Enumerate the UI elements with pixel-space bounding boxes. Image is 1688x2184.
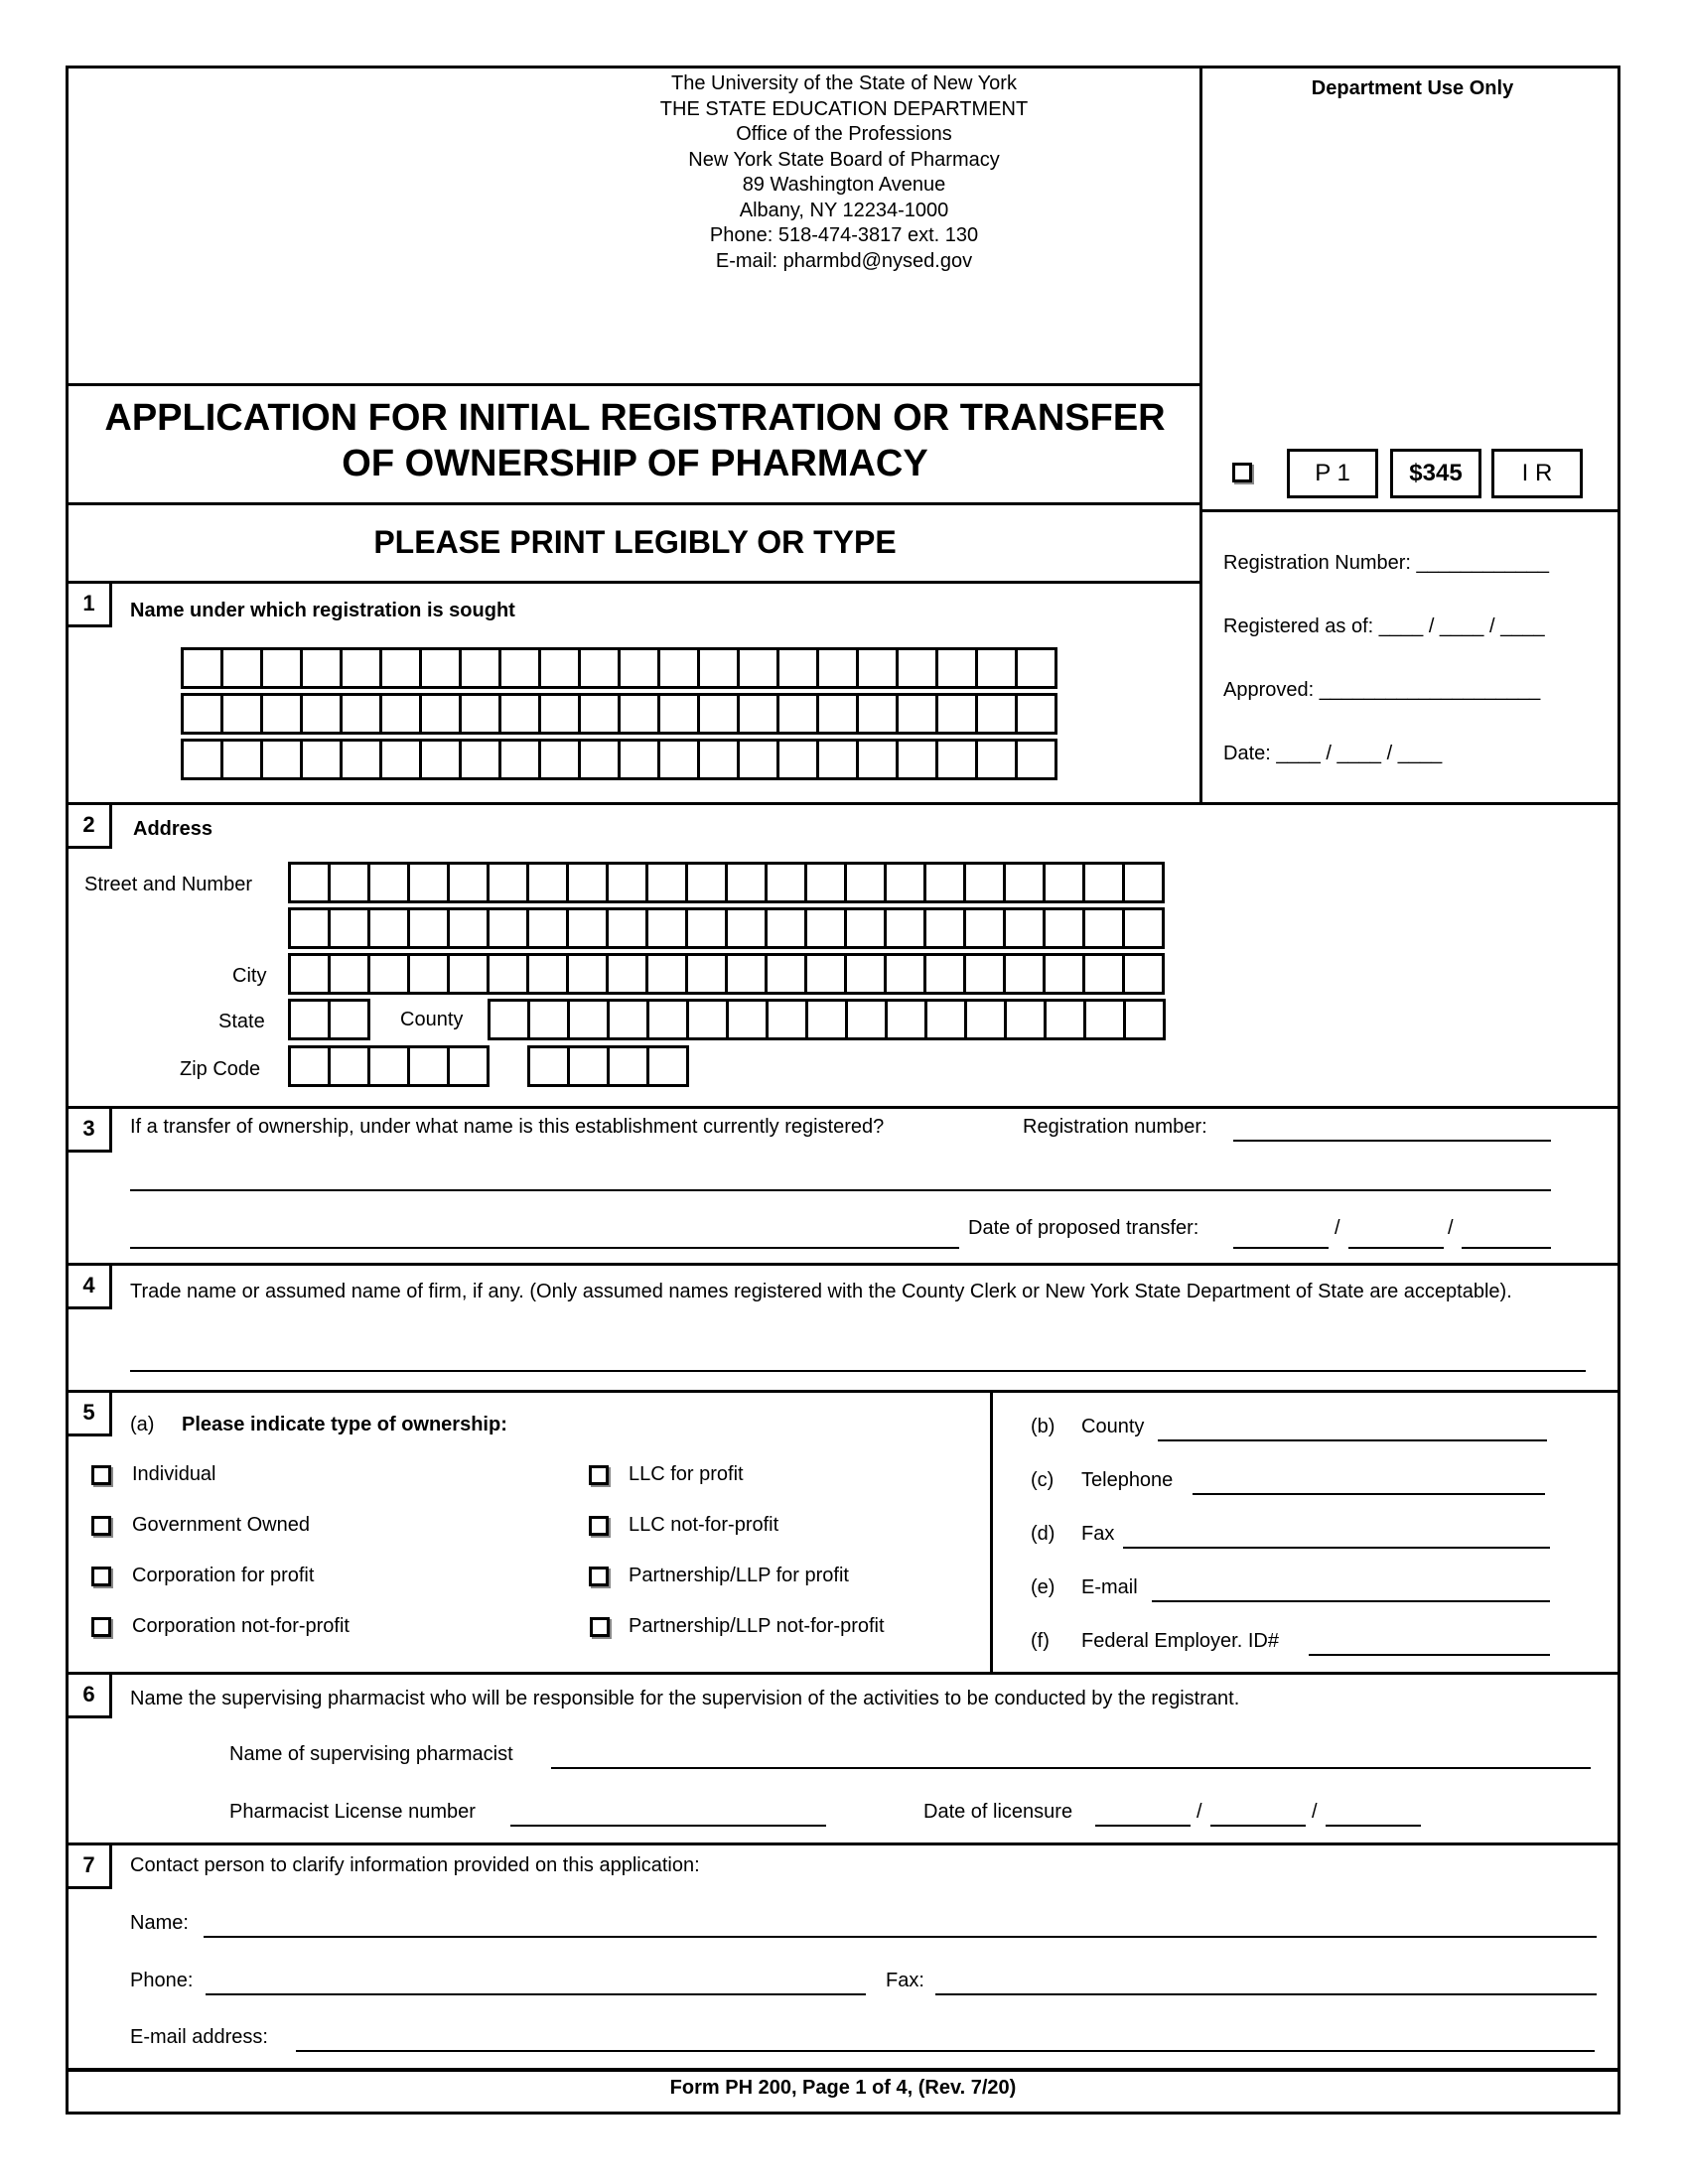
char-box[interactable] [501,650,541,686]
char-box[interactable] [768,865,807,900]
title-line-2: OF OWNERSHIP OF PHARMACY [342,443,928,484]
char-box[interactable] [331,865,370,900]
ownership-corp-nonprofit-checkbox[interactable] [91,1617,111,1637]
char-box[interactable] [462,650,501,686]
char-box[interactable] [541,742,581,777]
trade-name-field[interactable] [130,1352,1586,1372]
licensure-date-year[interactable] [1326,1807,1421,1827]
char-box[interactable] [978,696,1018,732]
char-box[interactable] [570,1002,610,1037]
char-box[interactable] [660,742,700,777]
char-box[interactable] [966,910,1006,946]
char-box[interactable] [1085,865,1125,900]
char-box[interactable] [1047,1002,1086,1037]
char-box[interactable] [223,696,263,732]
char-box[interactable] [291,1002,331,1037]
char-box[interactable] [1018,650,1057,686]
ownership-option-label: Partnership/LLP for profit [629,1565,849,1586]
ownership-partnership-profit-checkbox[interactable] [589,1567,609,1586]
char-box[interactable] [926,956,966,992]
char-box[interactable] [610,1002,649,1037]
contact-email-label: E-mail address: [130,2026,268,2048]
char-box[interactable] [768,910,807,946]
contact-fax-label: Fax: [886,1970,924,1991]
city-row[interactable] [288,953,1165,995]
ownership-option-label: Corporation for profit [132,1565,315,1586]
char-box[interactable] [382,696,422,732]
char-box[interactable] [410,1048,450,1084]
char-box[interactable] [331,1002,370,1037]
fein-field-label: Federal Employer. ID# [1081,1630,1279,1652]
agency-header [556,71,1132,274]
ownership-option-label: Individual [132,1463,216,1485]
char-box[interactable] [1018,742,1057,777]
title-line-1: APPLICATION FOR INITIAL REGISTRATION OR TRANSFER [104,397,1166,439]
char-box[interactable] [184,696,223,732]
ownership-individual-checkbox[interactable] [91,1465,111,1485]
contact-name-label: Name: [130,1912,189,1934]
char-box[interactable] [303,742,343,777]
char-box[interactable] [938,650,978,686]
char-box[interactable] [887,956,926,992]
char-box[interactable] [888,1002,927,1037]
char-box[interactable] [847,865,887,900]
dept-field-registered-as-of: Registered as of: ____ / ____ / ____ [1223,615,1545,637]
char-box[interactable] [370,910,410,946]
char-box[interactable] [700,696,740,732]
char-box[interactable] [728,865,768,900]
licensure-date-label: Date of licensure [923,1801,1073,1823]
transfer-date-month[interactable] [1233,1229,1329,1249]
telephone-field-label: Telephone [1081,1469,1174,1491]
char-box[interactable] [729,1002,769,1037]
char-box[interactable] [926,910,966,946]
char-box[interactable] [700,742,740,777]
char-box[interactable] [609,865,648,900]
char-box[interactable] [541,650,581,686]
pharmacist-name-label: Name of supervising pharmacist [229,1743,513,1765]
char-box[interactable] [291,956,331,992]
char-box[interactable] [740,742,779,777]
char-box[interactable] [581,696,621,732]
char-box[interactable] [887,910,926,946]
char-box[interactable] [450,910,490,946]
divider [66,581,1201,584]
char-box[interactable] [966,956,1006,992]
char-box[interactable] [649,1002,689,1037]
char-box[interactable] [740,650,779,686]
dept-checkbox[interactable] [1232,463,1252,482]
code-box-p1: P 1 [1287,449,1378,498]
section3-question: If a transfer of ownership, under what name is this establishment currently registered? [130,1116,885,1138]
char-box[interactable] [779,696,819,732]
char-box[interactable] [807,910,847,946]
char-box[interactable] [649,1048,689,1084]
char-box[interactable] [1018,696,1057,732]
char-box[interactable] [1125,956,1165,992]
char-box[interactable] [728,956,768,992]
char-box[interactable] [291,910,331,946]
state-row[interactable] [288,999,370,1040]
char-box[interactable] [450,956,490,992]
char-box[interactable] [899,650,938,686]
char-box[interactable] [422,742,462,777]
county-field-label: County [1081,1416,1145,1437]
county-row[interactable] [488,999,1166,1040]
section-number-3: 3 [69,1109,112,1153]
char-box[interactable] [184,742,223,777]
char-box[interactable] [769,1002,808,1037]
zip-plus4-row[interactable] [527,1045,689,1087]
license-number-label: Pharmacist License number [229,1801,476,1823]
char-box[interactable] [223,742,263,777]
char-box[interactable] [807,865,847,900]
section-number-7: 7 [69,1845,112,1889]
header-line: The University of the State of New York [671,72,1017,94]
char-box[interactable] [422,650,462,686]
fein-field[interactable] [1309,1636,1550,1656]
contact-phone-field[interactable] [206,1976,866,1995]
char-box[interactable] [967,1002,1007,1037]
divider [66,1263,1620,1266]
divider [66,383,1201,386]
char-box[interactable] [410,910,450,946]
char-box[interactable] [621,696,660,732]
name-row[interactable] [181,647,1057,689]
section-number-6: 6 [69,1675,112,1718]
char-box[interactable] [422,696,462,732]
ownership-option-label: Government Owned [132,1514,310,1536]
char-box[interactable] [569,956,609,992]
char-box[interactable] [1006,865,1046,900]
char-box[interactable] [450,865,490,900]
char-box[interactable] [581,742,621,777]
dept-use-title: Department Use Only [1311,77,1514,99]
name-row[interactable] [181,693,1057,735]
field-letter: (c) [1031,1469,1055,1491]
char-box[interactable] [609,910,648,946]
section3-reg-label: Registration number: [1023,1116,1207,1138]
section5-a-title: Please indicate type of ownership: [182,1414,507,1435]
char-box[interactable] [331,910,370,946]
char-box[interactable] [541,696,581,732]
char-box[interactable] [1046,865,1085,900]
divider [66,1672,1620,1675]
char-box[interactable] [859,742,899,777]
date-slash: / [1335,1217,1340,1239]
char-box[interactable] [847,910,887,946]
char-box[interactable] [490,956,529,992]
city-label: City [232,965,267,987]
char-box[interactable] [1085,910,1125,946]
street-row-1[interactable] [288,862,1165,903]
section-number-4: 4 [69,1266,112,1309]
form-title [69,395,1201,486]
char-box[interactable] [648,910,688,946]
date-slash: / [1448,1217,1454,1239]
dept-field-date: Date: ____ / ____ / ____ [1223,743,1443,764]
divider [66,2068,1620,2072]
divider [66,1106,1620,1109]
char-box[interactable] [370,956,410,992]
char-box[interactable] [660,650,700,686]
char-box[interactable] [966,865,1006,900]
char-box[interactable] [938,696,978,732]
prior-name-field-1[interactable] [130,1171,1551,1191]
char-box[interactable] [779,742,819,777]
ownership-option-label: Corporation not-for-profit [132,1615,350,1637]
transfer-date-year[interactable] [1462,1229,1551,1249]
section-number-2: 2 [69,805,112,849]
char-box[interactable] [569,865,609,900]
char-box[interactable] [184,650,223,686]
char-box[interactable] [621,650,660,686]
code-box-ir: I R [1491,449,1583,498]
dept-field-approved: Approved: ____________________ [1223,679,1541,701]
date-slash: / [1312,1801,1318,1823]
contact-phone-label: Phone: [130,1970,194,1991]
licensure-date-day[interactable] [1210,1807,1306,1827]
contact-name-field[interactable] [204,1918,1597,1938]
ownership-option-label: LLC for profit [629,1463,744,1485]
header-line: E-mail: pharmbd@nysed.gov [715,249,973,272]
form-footer: Form PH 200, Page 1 of 4, (Rev. 7/20) [669,2077,1017,2099]
char-box[interactable] [807,956,847,992]
header-line: THE STATE EDUCATION DEPARTMENT [659,97,1029,120]
ownership-government-checkbox[interactable] [91,1516,111,1536]
char-box[interactable] [462,696,501,732]
zip-label: Zip Code [180,1058,261,1080]
ownership-corp-profit-checkbox[interactable] [91,1567,111,1586]
char-box[interactable] [370,1048,410,1084]
char-box[interactable] [621,742,660,777]
char-box[interactable] [927,1002,967,1037]
char-box[interactable] [926,865,966,900]
char-box[interactable] [263,696,303,732]
char-box[interactable] [410,865,450,900]
char-box[interactable] [291,865,331,900]
license-number-field[interactable] [510,1807,826,1827]
ownership-llc-profit-checkbox[interactable] [589,1465,609,1485]
licensure-date-month[interactable] [1095,1807,1191,1827]
header-line: Office of the Professions [736,123,952,145]
char-box[interactable] [570,1048,610,1084]
char-box[interactable] [1086,1002,1126,1037]
char-box[interactable] [938,742,978,777]
street-label: Street and Number [84,874,252,895]
char-box[interactable] [1046,956,1085,992]
char-box[interactable] [859,650,899,686]
ownership-partnership-nonprofit-checkbox[interactable] [590,1617,610,1637]
divider [66,1390,1620,1393]
dept-field-registration-number: Registration Number: ____________ [1223,552,1550,574]
char-box[interactable] [331,956,370,992]
transfer-date-label: Date of proposed transfer: [968,1217,1199,1239]
county-label: County [400,1009,464,1030]
header-line: Phone: 518-474-3817 ext. 130 [709,224,979,246]
ownership-option-label: LLC not-for-profit [629,1514,779,1536]
char-box[interactable] [490,910,529,946]
char-box[interactable] [382,742,422,777]
section7-text: Contact person to clarify information provided on this application: [130,1854,700,1876]
char-box[interactable] [660,696,700,732]
char-box[interactable] [410,956,450,992]
ownership-option-label: Partnership/LLP not-for-profit [629,1615,885,1637]
char-box[interactable] [263,742,303,777]
zip-row[interactable] [288,1045,490,1087]
char-box[interactable] [1006,910,1046,946]
contact-fax-field[interactable] [935,1976,1597,1995]
char-box[interactable] [501,696,541,732]
char-box[interactable] [648,956,688,992]
header-line: 89 Washington Avenue [742,174,946,196]
divider [66,802,1620,805]
section4-text: Trade name or assumed name of firm, if any. (Only assumed names registered with the County Clerk or New York State Department of State are acceptable). [130,1281,1512,1302]
fax-field-label: Fax [1081,1523,1115,1545]
section-number-5: 5 [69,1393,112,1436]
char-box[interactable] [688,865,728,900]
char-box[interactable] [808,1002,848,1037]
char-box[interactable] [648,865,688,900]
field-letter: (e) [1031,1576,1055,1598]
char-box[interactable] [819,742,859,777]
print-instruction: PLEASE PRINT LEGIBLY OR TYPE [373,524,897,560]
char-box[interactable] [263,650,303,686]
char-box[interactable] [887,865,926,900]
divider [66,1843,1620,1845]
code-box-fee: $345 [1390,449,1481,498]
name-row[interactable] [181,739,1057,780]
prior-registration-number-field[interactable] [1233,1122,1551,1142]
char-box[interactable] [1007,1002,1047,1037]
state-label: State [218,1011,265,1032]
email-field[interactable] [1152,1582,1550,1602]
char-box[interactable] [569,910,609,946]
char-box[interactable] [978,742,1018,777]
char-box[interactable] [740,696,779,732]
char-box[interactable] [343,696,382,732]
char-box[interactable] [848,1002,888,1037]
char-box[interactable] [819,696,859,732]
char-box[interactable] [1046,910,1085,946]
char-box[interactable] [1126,1002,1166,1037]
char-box[interactable] [899,742,938,777]
char-box[interactable] [529,865,569,900]
char-box[interactable] [491,1002,530,1037]
date-slash: / [1196,1801,1202,1823]
fax-field[interactable] [1123,1529,1550,1549]
char-box[interactable] [291,1048,331,1084]
street-row-2[interactable] [288,907,1165,949]
char-box[interactable] [859,696,899,732]
divider [66,502,1201,505]
county-field[interactable] [1158,1422,1547,1441]
char-box[interactable] [370,865,410,900]
field-letter: (f) [1031,1630,1050,1652]
char-box[interactable] [768,956,807,992]
char-box[interactable] [303,650,343,686]
char-box[interactable] [688,910,728,946]
char-box[interactable] [847,956,887,992]
ownership-llc-nonprofit-checkbox[interactable] [589,1516,609,1536]
char-box[interactable] [779,650,819,686]
char-box[interactable] [303,696,343,732]
char-box[interactable] [819,650,859,686]
section5-a-letter: (a) [130,1414,155,1435]
prior-name-field-2[interactable] [130,1229,959,1249]
char-box[interactable] [978,650,1018,686]
header-line: New York State Board of Pharmacy [688,148,1000,171]
header-line: Albany, NY 12234-1000 [739,199,949,221]
char-box[interactable] [529,910,569,946]
section1-label: Name under which registration is sought [130,600,515,621]
char-box[interactable] [609,956,648,992]
char-box[interactable] [728,910,768,946]
char-box[interactable] [331,1048,370,1084]
char-box[interactable] [343,742,382,777]
char-box[interactable] [1085,956,1125,992]
section6-text: Name the supervising pharmacist who will be responsible for the supervision of the activities to be conducted by the registrant. [130,1688,1240,1709]
char-box[interactable] [1125,910,1165,946]
section-number-1: 1 [69,584,112,627]
char-box[interactable] [529,956,569,992]
char-box[interactable] [490,865,529,900]
char-box[interactable] [382,650,422,686]
char-box[interactable] [700,650,740,686]
char-box[interactable] [1125,865,1165,900]
char-box[interactable] [530,1002,570,1037]
transfer-date-day[interactable] [1348,1229,1444,1249]
section5-divider [990,1390,993,1674]
char-box[interactable] [343,650,382,686]
char-box[interactable] [581,650,621,686]
telephone-field[interactable] [1193,1475,1545,1495]
char-box[interactable] [501,742,541,777]
pharmacist-name-field[interactable] [551,1749,1591,1769]
char-box[interactable] [689,1002,729,1037]
field-letter: (b) [1031,1416,1055,1437]
email-field-label: E-mail [1081,1576,1138,1598]
dept-panel-separator [1199,509,1620,512]
field-letter: (d) [1031,1523,1055,1545]
contact-email-field[interactable] [296,2032,1595,2052]
char-box[interactable] [462,742,501,777]
char-box[interactable] [899,696,938,732]
section2-label: Address [133,818,213,840]
char-box[interactable] [450,1048,490,1084]
char-box[interactable] [688,956,728,992]
char-box[interactable] [223,650,263,686]
char-box[interactable] [610,1048,649,1084]
char-box[interactable] [1006,956,1046,992]
char-box[interactable] [530,1048,570,1084]
